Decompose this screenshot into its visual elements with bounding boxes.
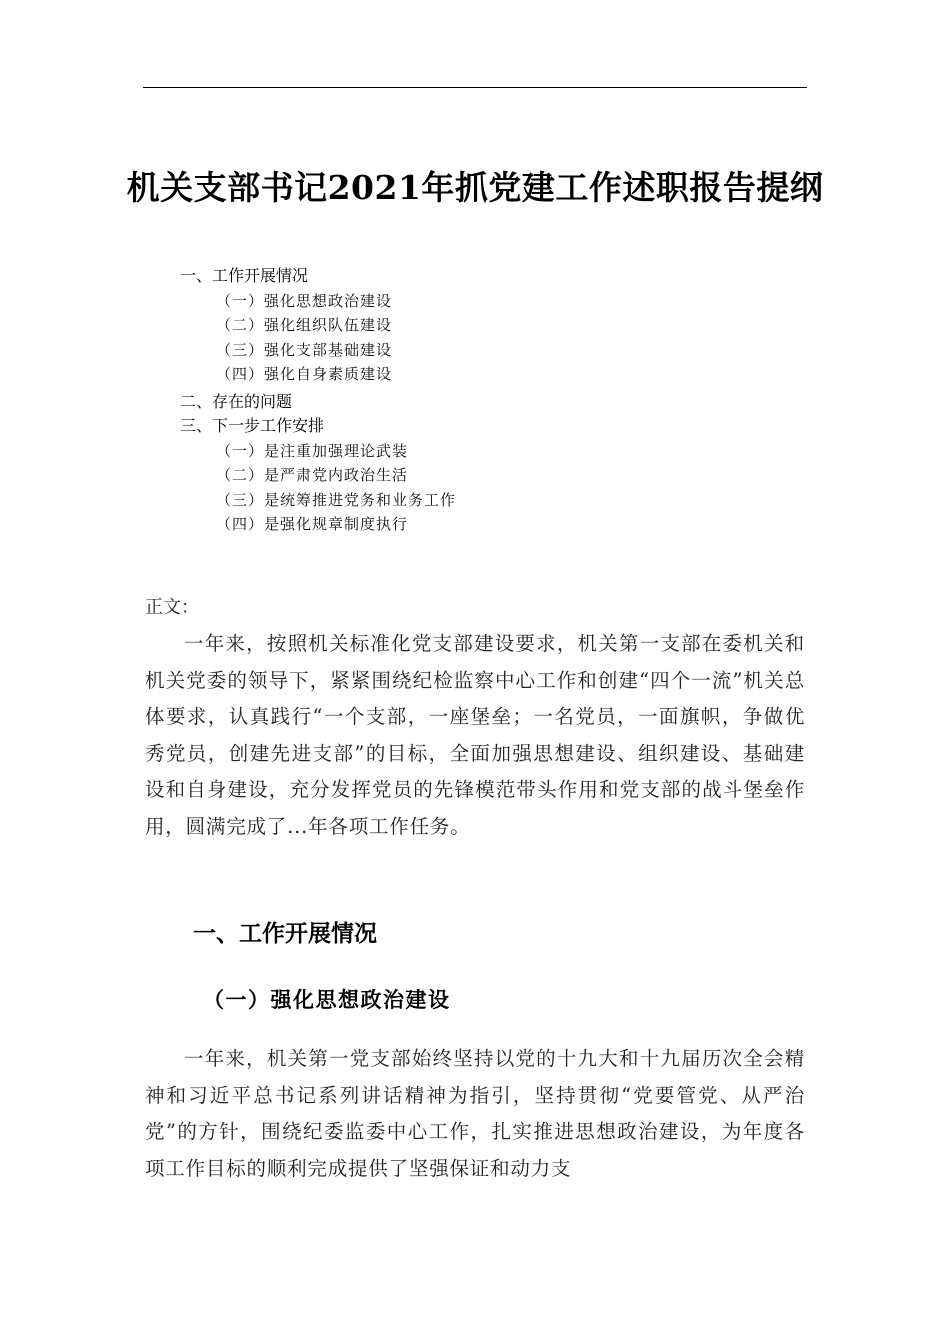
subsection-heading: （一）强化思想政治建设 [203, 987, 451, 1012]
outline-item: （四）是强化规章制度执行 [216, 515, 409, 533]
outline-item: （二）强化组织队伍建设 [216, 316, 393, 334]
section-paragraph: 一年来，机关第一党支部始终坚持以党的十九大和十九届历次全会精神和习近平总书记系列讲话精神为指引，坚持贯彻“党要管党、从严治党”的方针，围绕纪委监委中心工作，扎实推进思想政治建设，为年度各项工作目标的顺利完成提供了坚强保证和动力支 [145, 1047, 805, 1180]
header-rule [143, 87, 807, 88]
outline-item: （一）强化思想政治建设 [216, 291, 393, 310]
outline-item: （四）强化自身素质建设 [216, 365, 393, 383]
section-heading: 一、工作开展情况 [193, 921, 377, 947]
intro-paragraph: 一年来，按照机关标准化党支部建设要求，机关第一支部在委机关和机关党委的领导下，紧紧围绕纪检监察中心工作和创建“四个一流”机关总体要求，认真践行“一个支部，一座堡垒；一名党员，一面旗帜，争做优秀党员，创建先进支部”的目标，全面加强思想建设、组织建设、基础建设和自身建设，充分发挥党员的先锋模范带头作用和党支部的战斗堡垒作用，圆满完成了...年各项工作任务。 [145, 632, 805, 838]
body-label: 正文： [145, 597, 199, 618]
outline-item: （二）是严肃党内政治生活 [216, 466, 409, 484]
outline-heading-1: 一、工作开展情况 [180, 266, 309, 285]
outline-item: （三）是统筹推进党务和业务工作 [216, 490, 457, 509]
outline-heading-2: 二、存在的问题 [180, 392, 293, 411]
outline-item: （一）是注重加强理论武装 [216, 441, 409, 460]
outline-heading-3: 三、下一步工作安排 [180, 416, 325, 435]
outline-item: （三）强化支部基础建设 [216, 340, 393, 359]
document-title: 机关支部书记2021年抓党建工作述职报告提纲 [126, 168, 824, 207]
